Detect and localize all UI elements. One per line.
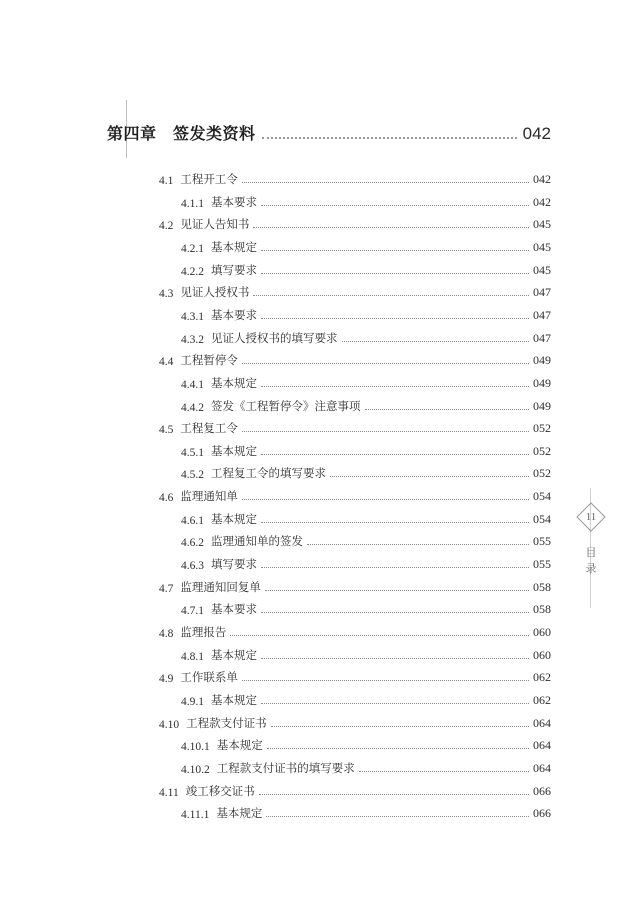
dot-leader (261, 205, 529, 206)
dot-leader (261, 454, 529, 455)
entry-title: 见证人授权书 (180, 285, 250, 300)
toc-section-entry[interactable] (159, 486, 551, 504)
entry-title: 基本规定 (216, 738, 263, 753)
entry-page-number: 049 (533, 375, 551, 390)
toc-subsection-entry[interactable] (181, 599, 551, 617)
entry-title: 监理通知单 (180, 489, 238, 504)
entry-title: 见证人告知书 (180, 217, 250, 232)
entry-number: 4.2.1 (181, 242, 204, 255)
dot-leader (242, 680, 529, 681)
entry-number: 4.5.1 (181, 446, 204, 459)
entry-number: 4.11 (159, 786, 179, 799)
entry-page-number: 045 (533, 262, 551, 277)
page-number-badge (576, 502, 606, 532)
entry-title: 基本规定 (216, 806, 263, 821)
entry-page-number: 054 (533, 489, 551, 504)
dot-leader (261, 522, 529, 523)
entry-title: 填写要求 (211, 557, 257, 572)
entry-title: 基本规定 (211, 511, 257, 526)
dot-leader (242, 363, 529, 364)
entry-page-number: 064 (533, 715, 551, 730)
toc-subsection-entry[interactable] (181, 373, 551, 391)
entry-title: 工作联系单 (180, 670, 238, 685)
dot-leader (253, 227, 529, 228)
section-label-char-2: 录 (585, 562, 597, 575)
entry-title: 基本规定 (211, 239, 257, 254)
toc-subsection-entry[interactable] (181, 237, 551, 255)
dot-leader (261, 567, 529, 568)
entry-title: 基本规定 (211, 647, 257, 662)
toc-subsection-entry[interactable] (181, 803, 551, 821)
entry-title: 工程暂停令 (180, 353, 238, 368)
toc-section-entry[interactable] (159, 282, 551, 300)
entry-page-number: 066 (533, 783, 551, 798)
entry-page-number: 058 (533, 579, 551, 594)
entry-page-number: 060 (533, 647, 551, 662)
toc-section-entry[interactable] (159, 350, 551, 368)
toc-section-entry[interactable] (159, 169, 551, 187)
toc-section-entry[interactable] (159, 418, 551, 436)
entry-title: 基本规定 (211, 443, 257, 458)
toc-subsection-entry[interactable] (181, 192, 551, 210)
toc-section-entry[interactable] (159, 781, 551, 799)
toc-section-entry[interactable] (159, 713, 551, 731)
entry-page-number: 047 (533, 307, 551, 322)
entry-title: 工程复工令的填写要求 (211, 466, 326, 481)
entry-number: 4.1 (159, 175, 174, 187)
toc-section-entry[interactable] (159, 214, 551, 232)
toc-subsection-entry[interactable] (181, 735, 551, 753)
entry-number: 4.2.2 (181, 265, 204, 278)
entry-page-number: 047 (533, 285, 551, 300)
entry-page-number: 055 (533, 534, 551, 549)
toc-subsection-entry[interactable] (181, 396, 551, 414)
section-label (583, 545, 599, 577)
toc-subsection-entry[interactable] (181, 554, 551, 572)
toc-section-entry[interactable] (159, 622, 551, 640)
entry-page-number: 055 (533, 557, 551, 572)
dot-leader (267, 748, 529, 749)
entry-page-number: 049 (533, 398, 551, 413)
entry-number: 4.9 (159, 673, 174, 686)
dot-leader (330, 476, 529, 477)
dot-leader (266, 816, 529, 817)
entry-title: 工程开工令 (180, 172, 238, 186)
chapter-page-number: 042 (522, 124, 551, 143)
entry-page-number: 045 (533, 217, 551, 232)
toc-subsection-entry[interactable] (181, 531, 551, 549)
entry-page-number: 052 (533, 466, 551, 481)
entry-title: 工程款支付证书的填写要求 (216, 760, 355, 775)
entry-page-number: 052 (533, 443, 551, 458)
entry-number: 4.8.1 (181, 650, 204, 663)
dot-leader (342, 341, 530, 342)
dot-leader (307, 544, 529, 545)
dot-leader (242, 499, 529, 500)
entry-number: 4.6.1 (181, 514, 204, 527)
dot-leader (359, 771, 529, 772)
entry-number: 4.5.2 (181, 469, 204, 482)
entry-page-number: 042 (533, 172, 551, 186)
entry-number: 4.7 (159, 582, 174, 595)
entry-title: 监理通知回复单 (180, 579, 261, 594)
entry-number: 4.6.2 (181, 537, 204, 550)
entry-title: 监理报告 (180, 625, 227, 639)
entry-page-number: 054 (533, 511, 551, 526)
dot-leader (242, 431, 529, 432)
dot-leader (271, 726, 529, 727)
entry-page-number: 064 (533, 760, 551, 775)
entry-title: 监理通知单的签发 (211, 534, 303, 549)
dot-leader (261, 386, 529, 387)
entry-number: 4.3.1 (181, 310, 204, 323)
entry-page-number: 064 (533, 738, 551, 753)
dot-leader (365, 409, 530, 410)
dot-leader (262, 137, 517, 139)
toc-subsection-entry[interactable] (181, 328, 551, 346)
toc-subsection-entry[interactable] (181, 758, 551, 776)
toc-subsection-entry[interactable] (181, 645, 551, 663)
entry-number: 4.4.1 (181, 378, 204, 391)
toc-subsection-entry[interactable] (181, 463, 551, 481)
entry-title: 竣工移交证书 (185, 783, 255, 798)
entry-number: 4.7.1 (181, 605, 204, 618)
page-number: 11 (585, 511, 597, 523)
entry-title: 基本要求 (211, 602, 257, 617)
entry-number: 4.3.2 (181, 333, 204, 346)
dot-leader (265, 590, 529, 591)
entry-page-number: 045 (533, 239, 551, 254)
dot-leader (242, 182, 529, 183)
toc-subsection-entry[interactable] (181, 305, 551, 323)
dot-leader (261, 703, 529, 704)
dot-leader (261, 612, 529, 613)
chapter-heading[interactable] (107, 120, 551, 144)
entry-number: 4.10.2 (181, 763, 210, 776)
entry-title: 见证人授权书的填写要求 (211, 330, 338, 345)
entry-page-number: 062 (533, 692, 551, 707)
entry-title: 基本规定 (211, 375, 257, 390)
toc-section-entry[interactable] (159, 667, 551, 685)
dot-leader (261, 658, 529, 659)
toc-section-entry[interactable] (159, 577, 551, 595)
entry-number: 4.9.1 (181, 695, 204, 708)
entry-number: 4.1.1 (181, 197, 204, 210)
entry-title: 签发《工程暂停令》注意事项 (211, 398, 361, 413)
entry-number: 4.6 (159, 492, 174, 505)
entry-page-number: 052 (533, 421, 551, 436)
entry-title: 工程复工令 (180, 421, 238, 436)
entry-title: 基本要求 (211, 307, 257, 322)
dot-leader (261, 273, 529, 274)
dot-leader (259, 794, 529, 795)
entry-page-number: 049 (533, 353, 551, 368)
entry-title: 填写要求 (211, 262, 257, 277)
entry-number: 4.3 (159, 288, 174, 301)
chapter-title: 第四章 签发类资料 (107, 124, 256, 143)
entry-number: 4.4 (159, 356, 174, 369)
entry-title: 工程款支付证书 (186, 715, 267, 730)
entry-page-number: 047 (533, 330, 551, 345)
toc-subsection-entry[interactable] (181, 441, 551, 459)
toc-subsection-entry[interactable] (181, 260, 551, 278)
entry-number: 4.5 (159, 424, 174, 437)
toc-subsection-entry[interactable] (181, 690, 551, 708)
dot-leader (261, 318, 529, 319)
section-label-char-1: 目 (585, 546, 597, 559)
entry-page-number: 062 (533, 670, 551, 685)
entry-number: 4.2 (159, 220, 174, 233)
entry-title: 基本规定 (211, 692, 257, 707)
dot-leader (253, 295, 529, 296)
toc-subsection-entry[interactable] (181, 509, 551, 527)
entry-number: 4.4.2 (181, 401, 204, 414)
entry-number: 4.8 (159, 628, 174, 640)
entry-page-number: 060 (533, 625, 551, 639)
entry-number: 4.6.3 (181, 560, 204, 573)
entry-number: 4.10 (159, 718, 180, 731)
dot-leader (230, 635, 529, 636)
entry-page-number: 066 (533, 806, 551, 821)
entry-number: 4.10.1 (181, 741, 210, 754)
entry-title: 基本要求 (211, 194, 257, 209)
entry-number: 4.11.1 (181, 809, 210, 822)
entry-page-number: 058 (533, 602, 551, 617)
dot-leader (261, 250, 529, 251)
entry-page-number: 042 (533, 194, 551, 209)
